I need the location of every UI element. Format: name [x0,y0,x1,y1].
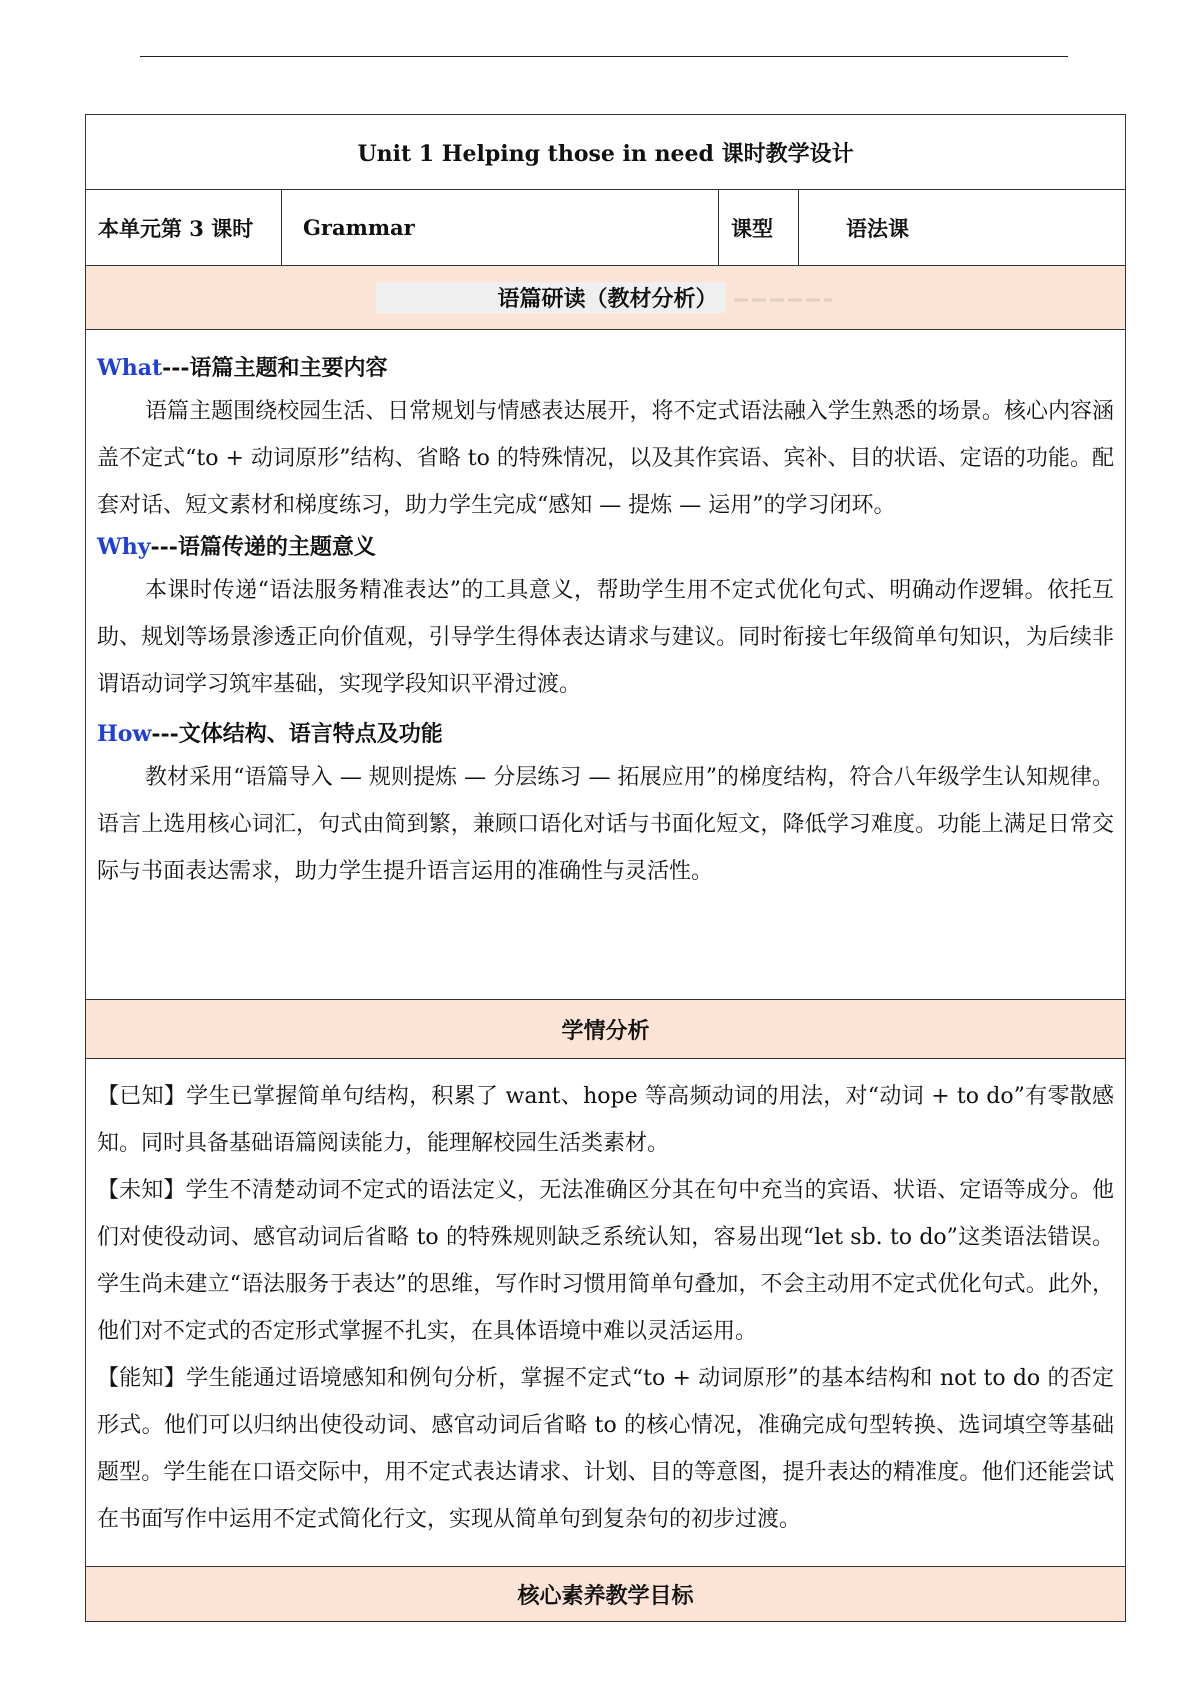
able-paragraph: 【能知】学生能通过语境感知和例句分析，掌握不定式“to + 动词原形”的基本结构和 not to do 的否定形式。他们可以归纳出使役动词、感官动词后省略 to 的核心情况，准确完成句型转换、选词填空等基础题型。学生能在口语交际中，用不定式表达请求、计划、目的等意图，提升表达的精准度。他们还能尝试在书面写作中运用不定式简化行文，实现从简单句到复杂句的初步过渡。 [97,1366,1115,1532]
why-paragraph: 本课时传递“语法服务精准表达”的工具意义，帮助学生用不定式优化句式、明确动作逻辑。依托互助、规划等场景渗透正向价值观，引导学生得体表达请求与建议。同时衔接七年级简单句知识，为后续非谓语动词学习筑牢基础，实现学段知识平滑过渡。 [97,578,1115,697]
how-paragraph: 教材采用“语篇导入 — 规则提炼 — 分层练习 — 拓展应用”的梯度结构，符合八年级学生认知规律。语言上选用核心词汇，句式由简到繁，兼顾口语化对话与书面化短文，降低学习难度。功能上满足日常交际与书面表达需求，助力学生提升语言运用的准确性与灵活性。 [97,765,1115,884]
what-paragraph: 语篇主题围绕校园生活、日常规划与情感表达展开，将不定式语法融入学生熟悉的场景。核心内容涵盖不定式“to + 动词原形”结构、省略 to 的特殊情况，以及其作宾语、宾补、目的状语、定语的功能。配套对话、短文素材和梯度练习，助力学生完成“感知 — 提炼 — 运用”的学习闭环。 [97,399,1115,518]
why-heading: Why---语篇传递的主题意义 [97,534,376,560]
learner-analysis-header: 学情分析 [86,1000,1126,1059]
known-paragraph: 【已知】学生已掌握简单句结构，积累了 want、hope 等高频动词的用法，对“动词 + to do”有零散感知。同时具备基础语篇阅读能力，能理解校园生活类素材。 [97,1084,1115,1156]
lesson-type-label: 课型 [719,190,799,266]
lesson-name: Grammar [282,190,719,266]
text-analysis-title: 语篇研读（教材分析） [376,282,726,313]
lesson-design-table [85,114,1126,1622]
header-rule [140,56,1068,57]
how-heading: How---文体结构、语言特点及功能 [97,721,443,747]
text-analysis-body [86,330,1126,1000]
lesson-type-value: 语法课 [799,190,1126,266]
learner-analysis-body [86,1059,1126,1567]
core-goals-header: 核心素养教学目标 [86,1567,1126,1622]
lesson-number-label: 本单元第 3 课时 [86,190,282,266]
faint-watermark-icon [732,295,836,305]
document-title: Unit 1 Helping those in need 课时教学设计 [86,115,1126,190]
text-analysis-header [86,266,1126,330]
unknown-paragraph: 【未知】学生不清楚动词不定式的语法定义，无法准确区分其在句中充当的宾语、状语、定语等成分。他们对使役动词、感官动词后省略 to 的特殊规则缺乏系统认知，容易出现“let sb. to do”这类语法错误。学生尚未建立“语法服务于表达”的思维，写作时习惯用简单句叠加，不会主动用不定式优化句式。此外，他们对不定式的否定形式掌握不扎实，在具体语境中难以灵活运用。 [97,1178,1115,1344]
what-heading: What---语篇主题和主要内容 [97,355,388,381]
